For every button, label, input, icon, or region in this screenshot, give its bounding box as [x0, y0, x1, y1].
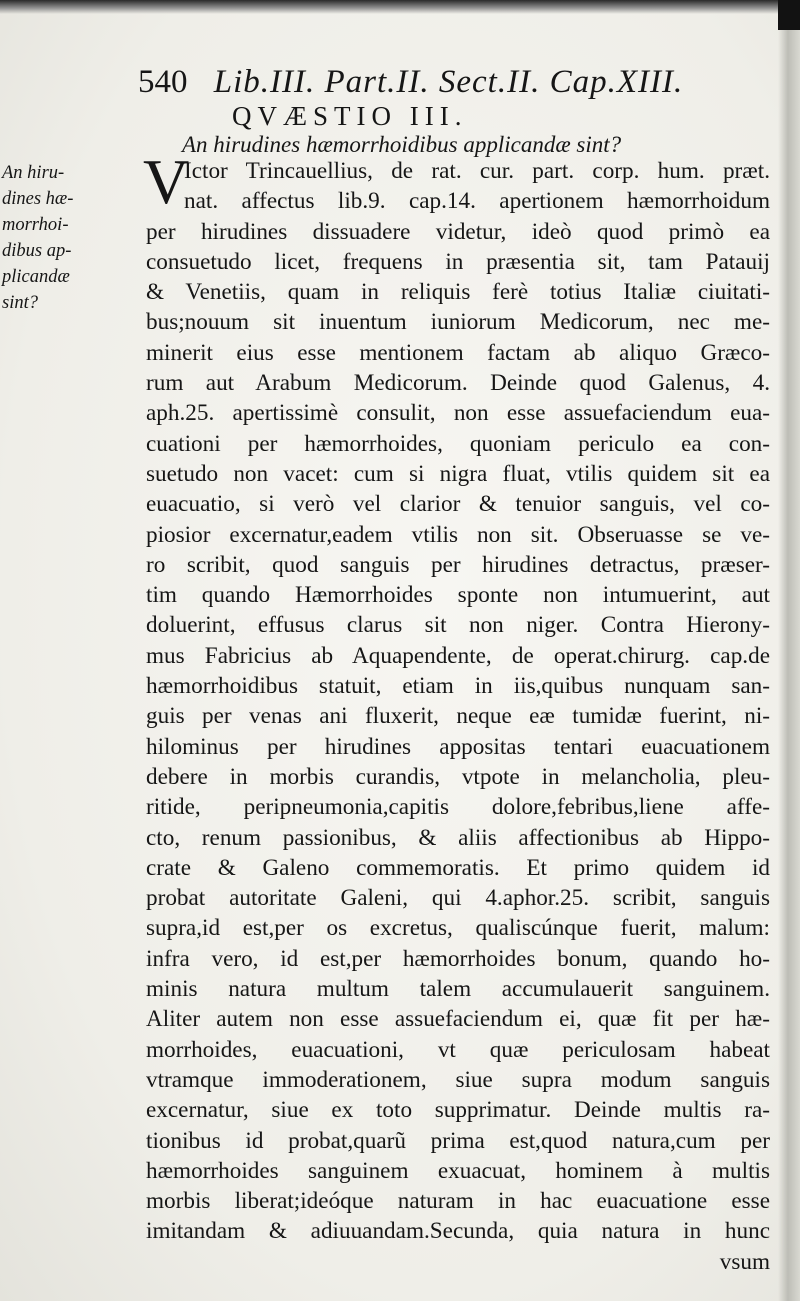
drop-cap: V — [143, 146, 190, 217]
text-line: minis natura multum talem accumulauerit sanguinem. — [146, 976, 770, 1003]
text-line: rum aut Arabum Medicorum. Deinde quod Galenus, 4. — [146, 370, 770, 397]
question-subtitle: An hirudines hæmorrhoidibus applicandæ sint? — [182, 132, 622, 157]
text-line: Aliter autem non esse assuefaciendum ei, quæ fit per hæ- — [146, 1006, 770, 1033]
margin-note-line: morrhoi- — [2, 215, 69, 235]
text-line: Ictor Trincauellius, de rat. cur. part. corp. hum. præt. — [184, 158, 770, 184]
body-text — [146, 156, 770, 1277]
catchword: vsum — [719, 1248, 770, 1275]
text-line: morrhoides, euacuationi, vt quæ periculosam habeat — [146, 1036, 770, 1063]
text-line: ro scribit, quod sanguis per hirudines detractus, præser- — [146, 551, 770, 578]
text-line: doluerint, effusus clarus sit non niger. Contra Hierony- — [146, 612, 770, 639]
page-scan-right-edge — [778, 0, 800, 1301]
page-scan-corner-shadow — [778, 0, 800, 30]
text-line: tim quando Hæmorrhoides sponte non intumuerint, aut — [146, 582, 770, 609]
text-line: hæmorrhoidibus statuit, etiam in iis,quibus nunquam san- — [146, 673, 770, 700]
text-line: imitandam & adiuuandam.Secunda, quia natura in hunc — [146, 1218, 770, 1245]
text-line: cuationi per hæmorrhoides, quoniam periculo ea con- — [146, 430, 770, 457]
text-line: supra,id est,per os excretus, qualiscúnque fuerit, malum: — [146, 915, 770, 942]
text-line: debere in morbis curandis, vtpote in melancholia, pleu- — [146, 763, 770, 790]
text-line: euacuatio, si verò vel clarior & tenuior sanguis, vel co- — [146, 491, 770, 518]
text-line: excernatur, siue ex toto supprimatur. Deinde multis ra- — [146, 1097, 770, 1124]
running-header — [138, 62, 778, 102]
text-line: probat autoritate Galeni, qui 4.aphor.25. scribit, sanguis — [146, 885, 770, 912]
margin-note-line: An hiru- — [2, 163, 65, 183]
text-line: vtramque immoderationem, siue supra modum sanguis — [146, 1066, 770, 1093]
text-line: piosior excernatur,eadem vtilis non sit. Obseruasse se ve- — [146, 521, 770, 548]
text-line: tionibus id probat,quarũ prima est,quod natura,cum per — [146, 1127, 770, 1154]
text-line: minerit eius esse mentionem factam ab aliquo Græco- — [146, 339, 770, 366]
running-title: Lib.III. Part.II. Sect.II. Cap.XIII. — [213, 64, 684, 100]
text-line: morbis liberat;ideóque naturam in hac euacuatione esse — [146, 1188, 770, 1215]
page-number: 540 — [138, 64, 188, 100]
margin-note-line: dines hæ- — [2, 189, 74, 209]
quaestio-heading: QVÆSTIO III. — [232, 101, 468, 131]
text-line: hilominus per hirudines appositas tentari euacuationem — [146, 733, 770, 760]
text-line: suetudo non vacet: cum si nigra fluat, vtilis quidem sit ea — [146, 460, 770, 487]
text-line: hæmorrhoides sanguinem exuacuat, hominem à multis — [146, 1157, 770, 1184]
text-line: guis per venas ani fluxerit, neque eæ tumidæ fuerint, ni- — [146, 703, 770, 730]
margin-note-line: plicandæ — [2, 267, 70, 287]
text-line: per hirudines dissuadere videtur, ideò quod primò ea — [146, 218, 770, 245]
text-line: crate & Galeno commemoratis. Et primo quidem id — [146, 854, 770, 881]
margin-note-line: sint? — [2, 293, 38, 313]
text-line: cto, renum passionibus, & aliis affectionibus ab Hippo- — [146, 824, 770, 851]
text-line: bus;nouum sit inuentum iuniorum Medicorum, nec me- — [146, 309, 770, 336]
text-line: mus Fabricius ab Aquapendente, de operat.chirurg. cap.de — [146, 642, 770, 669]
text-line: ritide, peripneumonia,capitis dolore,febribus,liene affe- — [146, 794, 770, 821]
page-scan-top-edge — [0, 0, 800, 14]
margin-note-line: dibus ap- — [2, 241, 72, 261]
marginal-note — [2, 160, 122, 316]
text-line: aph.25. apertissimè consulit, non esse assuefaciendum eua- — [146, 400, 770, 427]
text-line: infra vero, id est,per hæmorrhoides bonum, quando ho- — [146, 945, 770, 972]
text-line: nat. affectus lib.9. cap.14. apertionem hæmorrhoidum — [184, 188, 770, 215]
text-line: consuetudo licet, frequens in præsentia sit, tam Patauij — [146, 248, 770, 275]
text-line: & Venetiis, quam in reliquis ferè totius Italiæ ciuitati- — [146, 279, 770, 306]
